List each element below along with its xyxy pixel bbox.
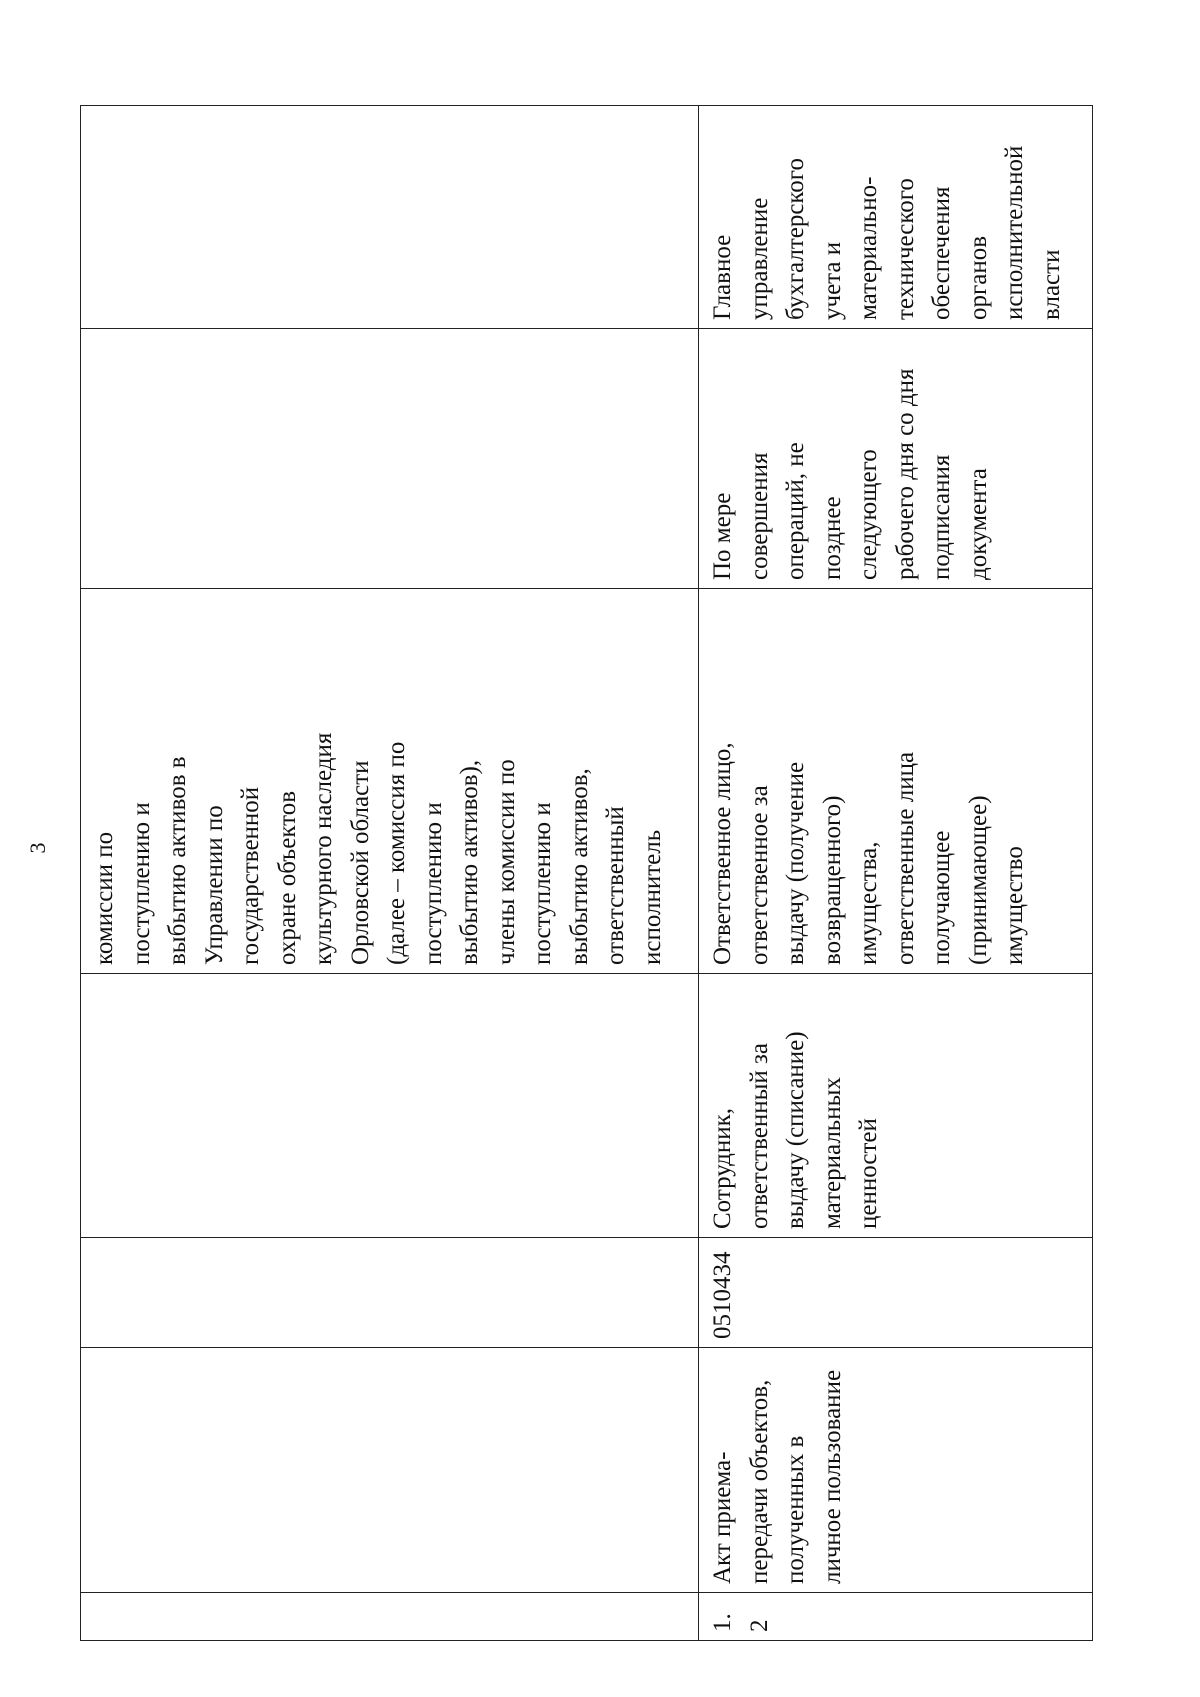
cell-responsible [81, 974, 699, 1238]
cell-receiver-text: комиссии по поступлению и выбытию активов в Управлении по государственной охране объектов культурного наследия Орловской области (далее – комиссия по поступлению и выбытию активов), члены комиссии по поступлению и выбытию активов, ответственный исполнитель [91, 732, 666, 965]
cell-term [699, 329, 1093, 589]
cell-number [699, 1593, 1093, 1641]
cell-form-code-text: 0510434 [709, 1251, 736, 1339]
cell-department [699, 106, 1093, 329]
cell-document-name [81, 1348, 699, 1593]
cell-receiver [699, 589, 1093, 974]
cell-form-code [699, 1238, 1093, 1348]
table-row [699, 106, 1093, 1641]
cell-receiver-text: Ответственное лицо, ответственное за выдачу (получение возвращенного) имущества, ответственные лица получающее (принимающее) имущество [709, 742, 1028, 965]
cell-responsible [699, 974, 1093, 1238]
cell-form-code [81, 1238, 699, 1348]
page-number: 3 [25, 842, 50, 854]
rotated-table-frame [80, 106, 1092, 1641]
cell-responsible-text: Сотрудник, ответственный за выдачу (списание) материальных ценностей [709, 1031, 882, 1229]
cell-department-text: Главное управление бухгалтерского учета и материально- технического обеспечения органов исполнительной власти [709, 145, 1065, 320]
document-table [80, 105, 1093, 1641]
cell-term-text: По мере совершения операций, не позднее следующего рабочего дня со дня подписания документа [709, 368, 992, 580]
table-row [81, 106, 699, 1641]
cell-term [81, 329, 699, 589]
cell-receiver [81, 589, 699, 974]
cell-document-name-text: Акт приема- передачи объектов, полученных в личное пользование [709, 1369, 846, 1584]
cell-number-text: 1.2 [709, 1613, 773, 1632]
cell-number [81, 1593, 699, 1641]
cell-department [81, 106, 699, 329]
table-rotation-wrapper [80, 106, 1092, 1641]
cell-document-name [699, 1348, 1093, 1593]
